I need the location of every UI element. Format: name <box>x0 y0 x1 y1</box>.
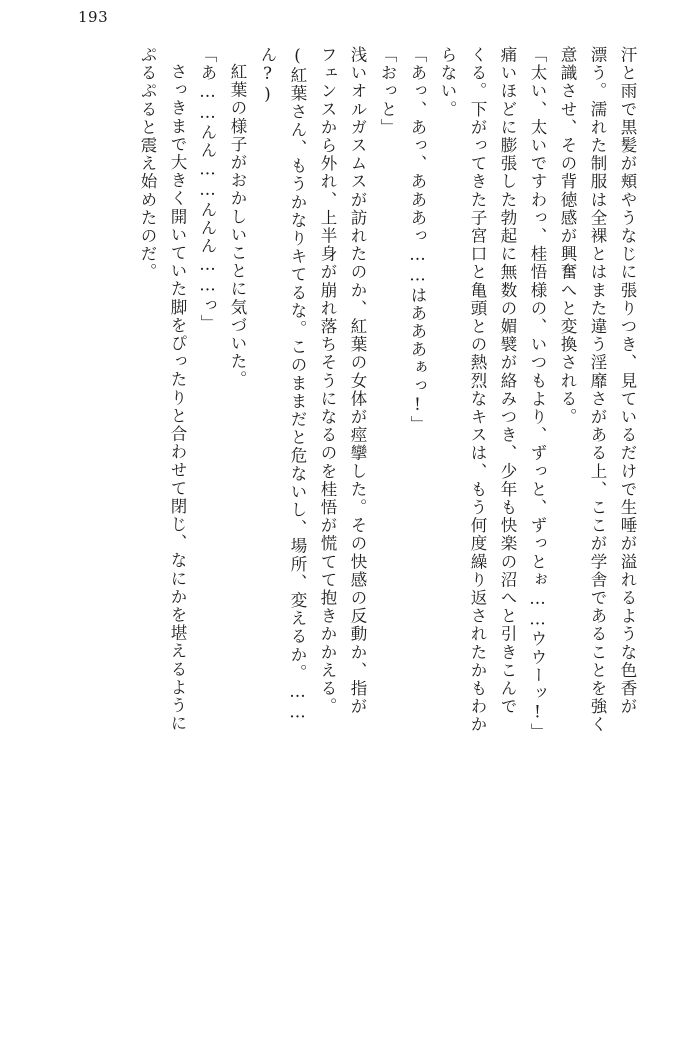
text-line: 「太い、太いですわっ、桂悟様の、いつもより、ずっと、ずっとぉ……ウウーッ!」 <box>528 46 547 742</box>
text-line: くる。下がってきた子宮口と亀頭との熱烈なキスは、もう何度繰り返されたかもわか <box>468 46 487 734</box>
text-line: 汗と雨で黒髪が頬やうなじに張りつき、見ているだけで生唾が溢れるような色香が <box>618 46 637 716</box>
text-line: 意識させ、その背徳感が興奮へと変換される。 <box>558 46 577 427</box>
vertical-text-body <box>46 46 642 1014</box>
text-line: フェンスから外れ、上半身が崩れ落ちそうになるのを桂悟が慌てて抱きかかえる。 <box>318 46 337 716</box>
text-line: 紅葉の様子がおかしいことに気づいた。 <box>228 63 247 389</box>
text-line: 「あっ、あっ、あああっ……はあああぁっ!」 <box>408 46 427 434</box>
text-line: 漂う。濡れた制服は全裸とはまた違う淫靡さがある上、ここが学舎であることを強く <box>588 46 607 734</box>
text-line: ん?) <box>258 46 277 106</box>
text-line: ぷるぷると震え始めたのだ。 <box>138 46 157 282</box>
text-line: さっきまで大きく開いていた脚をぴったりと合わせて閉じ、なにかを堪えるように <box>168 63 187 733</box>
text-line: 「おっと」 <box>378 46 397 137</box>
text-line: らない。 <box>438 46 457 119</box>
page-number: 193 <box>78 8 109 26</box>
text-line: 「あ……んん……んんん……っ」 <box>198 46 217 333</box>
text-line: 浅いオルガスムスが訪れたのか、紅葉の女体が痙攣した。その快感の反動か、指が <box>348 46 367 716</box>
text-line: 痛いほどに膨張した勃起に無数の媚襞が絡みつき、少年も快楽の沼へと引きこんで <box>498 46 517 716</box>
text-line: (紅葉さん、もうかなりキてるな。このままだと危ないし、場所、変えるか。…… <box>288 46 307 724</box>
